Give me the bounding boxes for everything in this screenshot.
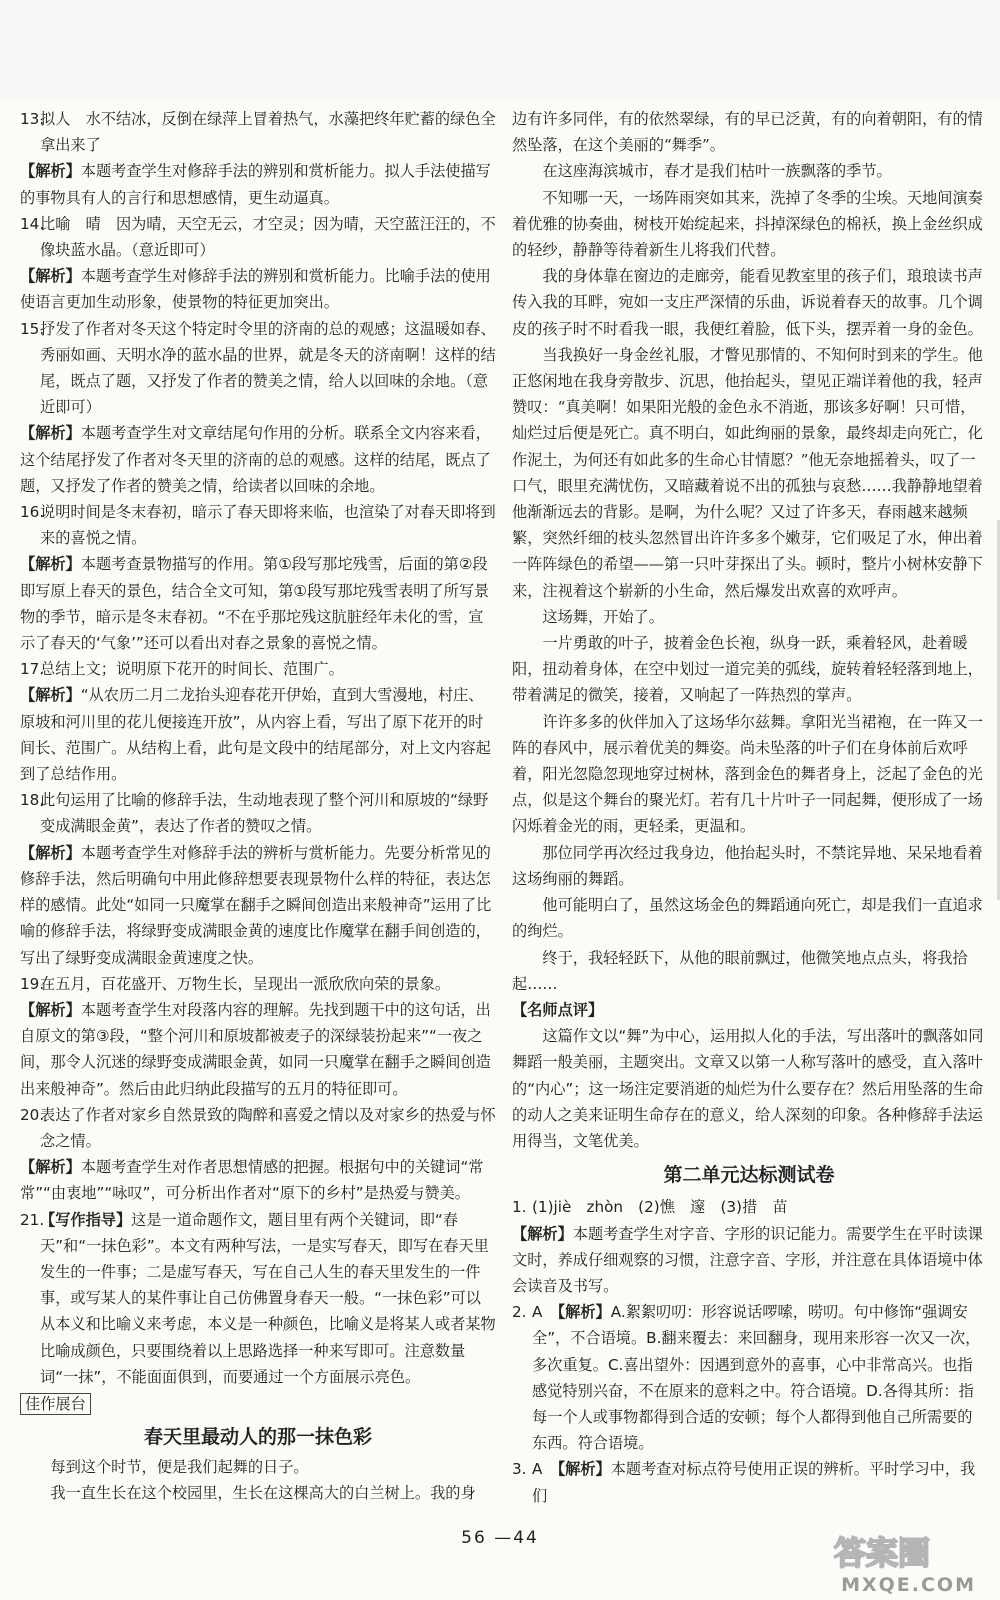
- answer-13: 13.拟人 水不结冰，反倒在绿萍上冒着热气，水藻把终年贮蓄的绿色全拿出来了: [20, 110, 496, 155]
- analysis-17: 【解析】“从农历二月二龙抬头迎春花开伊始，直到大雪漫地，村庄、原坡和河川里的花儿便接连开放”，从内容上看，写出了原下花开的时间长、范围广。从结构上看，此句是文段中的结尾部分，对上文内容起到了总结作用。: [20, 686, 491, 784]
- left-column: [20, 106, 496, 1507]
- answer-1: 1. (1)jiè zhòn (2)憔 邃 (3)措 苗: [512, 1198, 788, 1217]
- essay-paragraph: 边有许多同伴，有的依然翠绿，有的早已泛黄，有的向着朝阳，有的情然坠落，在这个美丽的“舞季”。: [512, 110, 983, 155]
- answer-20: 20.表达了作者对家乡自然景致的陶醉和喜爱之情以及对家乡的热爱与怀念之情。: [20, 1105, 496, 1150]
- analysis-16: 【解析】本题考查景物描写的作用。第①段写那坨残雪，后面的第②段即写原上春天的景色，结合全文可知，第①段写那坨残雪表明了所写景物的季节，暗示是冬末春初。“不在乎那坨残这肮脏经年未化的雪，宣示了春天的‘气象’”还可以看出对春之景象的喜悦之情。: [20, 555, 490, 653]
- essay-paragraph: 终于，我轻轻跃下，从他的眼前飘过，他微笑地点点头，将我拾起……: [512, 948, 968, 993]
- watermark-brand: 答案圈: [833, 1534, 931, 1572]
- teacher-comment-label: 【名师点评】: [512, 1000, 604, 1019]
- analysis-19: 【解析】本题考查学生对段落内容的理解。先找到题干中的这句话，出自原文的第③段，“整个河川和原坡都被麦子的深绿装扮起来”“一夜之间，那令人沉迷的绿野变成满眼金黄，如同一只魔掌在翻手之瞬间创造出来般神奇”。然后由此归纳此段描写的五月的特征即可。: [20, 1000, 491, 1098]
- section-title: 第二单元达标测试卷: [663, 1164, 835, 1187]
- analysis-18: 【解析】本题考查学生对修辞手法的辨析与赏析能力。先要分析常见的修辞手法，然后明确句中用此修辞想要表现景物什么样的特征，表达怎样的感情。此处“如同一只魔掌在翻手之瞬间创造出来般神奇”运用了比喻的修辞手法，将绿野变成满眼金黄的速度比作魔掌在翻手间创造的，写出了绿野变成满眼金黄速度之快。: [20, 843, 492, 967]
- answer-15: 15.抒发了作者对冬天这个特定时令里的济南的总的观感；这温暖如春、秀丽如画、天明水净的蓝水晶的世界，就是冬天的济南啊！这样的结尾，既点了题，又抒发了作者的赞美之情，给人以回味的余地。（意近即可）: [20, 319, 496, 417]
- essay-paragraph: 这场舞，开始了。: [542, 607, 664, 626]
- answer-14: 14.比喻 晴 因为晴，天空无云，才空灵；因为晴，天空蓝汪汪的，不像块蓝水晶。（意近即可）: [20, 214, 496, 260]
- essay-paragraph: 不知哪一天，一场阵雨突如其来，洗掉了冬季的尘埃。天地间演奏着优雅的协奏曲，树枝开始绽起来，抖掉深绿色的棉袄，换上金丝织成的轻纱，静静等待着新生儿将我们代替。: [512, 188, 983, 260]
- teacher-comment: 这篇作文以“舞”为中心，运用拟人化的手法，写出落叶的飘落如同舞蹈一般美丽，主题突出。文章又以第一人称写落叶的感受，直入落叶的“内心”；这一场注定要消逝的灿烂为什么要存在？然后用坠落的生命的动人之美来证明生命存在的意义，给人深刻的印象。各种修辞手法运用得当，文笔优美。: [512, 1027, 984, 1150]
- answer-2: 2. A 【解析】A.絮絮叨叨：形容说话啰嗦，唠叨。句中修饰“强调安全”，不合语境。B.翻来覆去：来回翻身，现用来形容一次又一次，多次重复。C.喜出望外：因遇到意外的喜事，心中非常高兴。也指感觉特别兴奋，不在原来的意料之中。符合语境。D.各得其所：指每一个人或事物都得到合适的安顿；每个人都得到他自己所需要的东西。符合语境。: [512, 1303, 981, 1453]
- analysis-13: 【解析】本题考查学生对修辞手法的辨别和赏析能力。拟人手法使描写的事物具有人的言行和思想感情，更生动逼真。: [20, 162, 491, 207]
- answer-16: 16.说明时间是冬末春初，暗示了春天即将来临，也渲染了对春天即将到来的喜悦之情。: [20, 503, 496, 548]
- answer-18: 18.此句运用了比喻的修辞手法，生动地表现了整个河川和原坡的“绿野变成满眼金黄”，表达了作者的赞叹之情。: [20, 791, 489, 836]
- essay-paragraph: 每到这个时节，便是我们起舞的日子。: [50, 1458, 309, 1477]
- analysis-1: 【解析】本题考查学生对字音、字形的识记能力。需要学生在平时读课文时，养成仔细观察的习惯，注意字音、字形，并注意在具体语境中体会读音及书写。: [512, 1224, 983, 1295]
- right-column: [512, 106, 986, 1509]
- analysis-15: 【解析】本题考查学生对文章结尾句作用的分析。联系全文内容来看，这个结尾抒发了作者对冬天里的济南的总的观感。这样的结尾，既点了题，又抒发了作者的赞美之情，给读者以回味的余地。: [20, 424, 491, 495]
- answer-3: 3. A 【解析】本题考查对标点符号使用正误的辨析。平时学习中，我们: [512, 1460, 976, 1505]
- essay-title: 春天里最动人的那一抹色彩: [143, 1425, 372, 1448]
- answer-21: 21.【写作指导】这是一道命题作文，题目里有两个关键词，即“春天”和“一抹色彩”。本文有两种写法，一是实写春天，即写在春天里发生的一件事；二是虚写春天，写在自己人生的春天里发生的一件事，或写某人的某件事让自己仿佛置身春天一般。“一抹色彩”可以从本义和比喻义来考虑，本义是一种颜色，比喻义是将某人或者某物比喻成颜色，只要围绕着以上思路选择一种来写即可。注意数量词“一抹”，不能面面俱到，而要通过一个方面展示亮色。: [20, 1210, 496, 1386]
- page-number: 56 —44: [461, 1528, 539, 1548]
- analysis-20: 【解析】本题考查学生对作者思想情感的把握。根据句中的关键词“常常”“由衷地”“咏叹”，可分析出作者对“原下的乡村”是热爱与赞美。: [20, 1158, 484, 1203]
- answer-19: 19.在五月，百花盛开、万物生长，呈现出一派欣欣向荣的景象。: [20, 974, 451, 993]
- blank-top-margin: [0, 0, 1000, 100]
- essay-paragraph: 许许多多的伙伴加入了这场华尔兹舞。拿阳光当裙袍，在一阵又一阵的春风中，展示着优美的舞姿。尚未坠落的叶子们在身体前后欢呼着，阳光忽隐忽现地穿过树林，落到金色的舞者身上，泛起了金色的光点，似是这个舞台的聚光灯。若有几十片叶子一同起舞，便形成了一场闪烁着金光的雨，更轻柔，更温和。: [512, 712, 983, 836]
- showcase-label: 佳作展台: [20, 1390, 496, 1418]
- essay-paragraph: 在这座海滨城市，春才是我们枯叶一族飘落的季节。: [542, 162, 892, 181]
- essay-paragraph: 他可能明白了，虽然这场金色的舞蹈通向死亡，却是我们一直追求的绚烂。: [512, 896, 983, 941]
- watermark-site: MXQE.COM: [841, 1574, 976, 1596]
- essay-paragraph: 我的身体靠在窗边的走廊旁，能看见教室里的孩子们，琅琅读书声传入我的耳畔，宛如一支庄严深情的乐曲，诉说着春天的故事。几个调皮的孩子时不时看我一眼，我便红着脸，低下头，摆弄着一身的金色。: [512, 267, 983, 338]
- essay-paragraph: 我一直生长在这个校园里，生长在这棵高大的白兰树上。我的身: [50, 1484, 476, 1503]
- essay-paragraph: 那位同学再次经过我身边，他抬起头时，不禁诧异地、呆呆地看着这场绚丽的舞蹈。: [512, 843, 983, 888]
- essay-paragraph: 一片勇敢的叶子，披着金色长袍，纵身一跃，乘着轻风，赴着暖阳，扭动着身体，在空中划过一道完美的弧线，旋转着轻轻落到地上，带着满足的微笑，接着，又响起了一阵热烈的掌声。: [512, 634, 983, 705]
- essay-paragraph: 当我换好一身金丝礼服，才瞥见那情的、不知何时到来的学生。他正悠闲地在我身旁散步、沉思，他抬起头，望见正端详着他的我，轻声赞叹：“真美啊！如果阳光般的金色永不消逝，那该多好啊！只可惜，灿烂过后便是死亡。真不明白，如此绚丽的景象，最终却走向死亡，化作泥土，为何还有如此多的生命心甘情愿？”他无奈地摇着头，叹了一口气，眼里充满忧伤，又暗藏着说不出的孤独与哀愁……我静静地望着他渐渐远去的背影。是啊，为什么呢？又过了许多天，春雨越来越频繁，突然纤细的枝头忽然冒出许许多多个嫩芽，它们吸足了水，伸出着一阵阵绿色的希望——第一只叶芽探出了头。顿时，整片小树林安静下来，注视着这个崭新的小生命，然后爆发出欢喜的欢呼声。: [512, 345, 983, 600]
- answer-17: 17.总结上文；说明原下花开的时间长、范围广。: [20, 660, 344, 679]
- analysis-14: 【解析】本题考查学生对修辞手法的辨别和赏析能力。比喻手法的使用使语言更加生动形象，使景物的特征更加突出。: [20, 267, 491, 312]
